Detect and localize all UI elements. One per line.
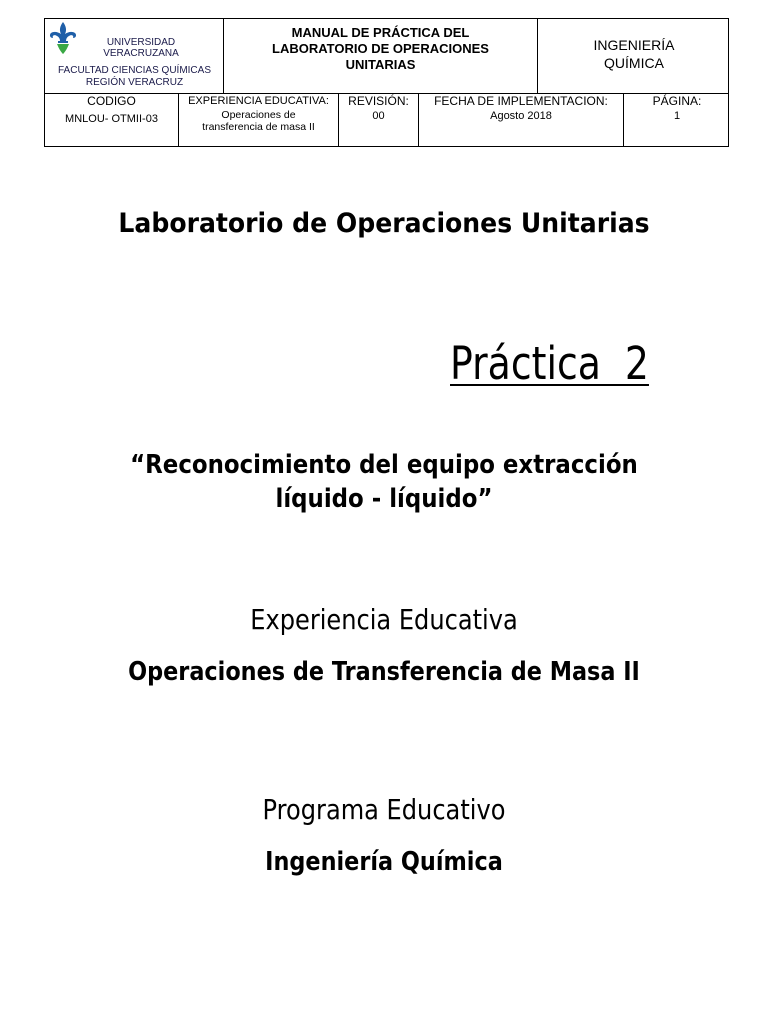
program-name: INGENIERÍA QUÍMICA xyxy=(593,36,675,71)
codigo-label: CODIGO xyxy=(87,94,136,108)
program-cell xyxy=(538,19,730,93)
manual-title-cell xyxy=(224,19,538,93)
fecha-value: Agosto 2018 xyxy=(490,110,552,122)
header-row-fields xyxy=(45,94,728,147)
university-logo-icon xyxy=(47,21,79,55)
university-name: UNIVERSIDAD VERACRUZANA xyxy=(103,37,179,59)
header-row-top xyxy=(45,19,728,94)
programa-name: Ingeniería Química xyxy=(265,847,503,877)
lab-title: Laboratorio de Operaciones Unitarias xyxy=(118,208,650,239)
revision-cell xyxy=(339,94,419,147)
faculty-name: FACULTAD CIENCIAS QUÍMICAS REGIÓN VERACRUZ xyxy=(58,65,211,88)
codigo-cell xyxy=(45,94,179,147)
experiencia-name: Operaciones de Transferencia de Masa II xyxy=(128,657,640,687)
practica-number: Práctica 2 xyxy=(450,337,649,390)
pagina-cell xyxy=(624,94,730,147)
experiencia-cell xyxy=(179,94,339,147)
manual-title: MANUAL DE PRÁCTICA DEL LABORATORIO DE OPERACIONES UNITARIAS xyxy=(272,24,489,72)
header-logo-cell xyxy=(45,19,224,93)
fecha-cell xyxy=(419,94,624,147)
experiencia-heading: Experiencia Educativa xyxy=(250,603,518,636)
revision-value: 00 xyxy=(372,110,385,122)
experiencia-label: EXPERIENCIA EDUCATIVA: xyxy=(188,95,329,107)
practica-title: “Reconocimiento del equipo extracción líquido - líquido” xyxy=(130,450,638,514)
pagina-label: PÁGINA: xyxy=(652,94,702,108)
pagina-value: 1 xyxy=(673,110,681,122)
programa-heading: Programa Educativo xyxy=(262,793,506,826)
experiencia-value: Operaciones de transferencia de masa II xyxy=(202,109,315,133)
revision-label: REVISIÓN: xyxy=(348,94,409,108)
fecha-label: FECHA DE IMPLEMENTACION: xyxy=(434,94,608,108)
codigo-value: MNLOU- OTMII-03 xyxy=(65,113,158,125)
document-header-table xyxy=(44,18,729,147)
